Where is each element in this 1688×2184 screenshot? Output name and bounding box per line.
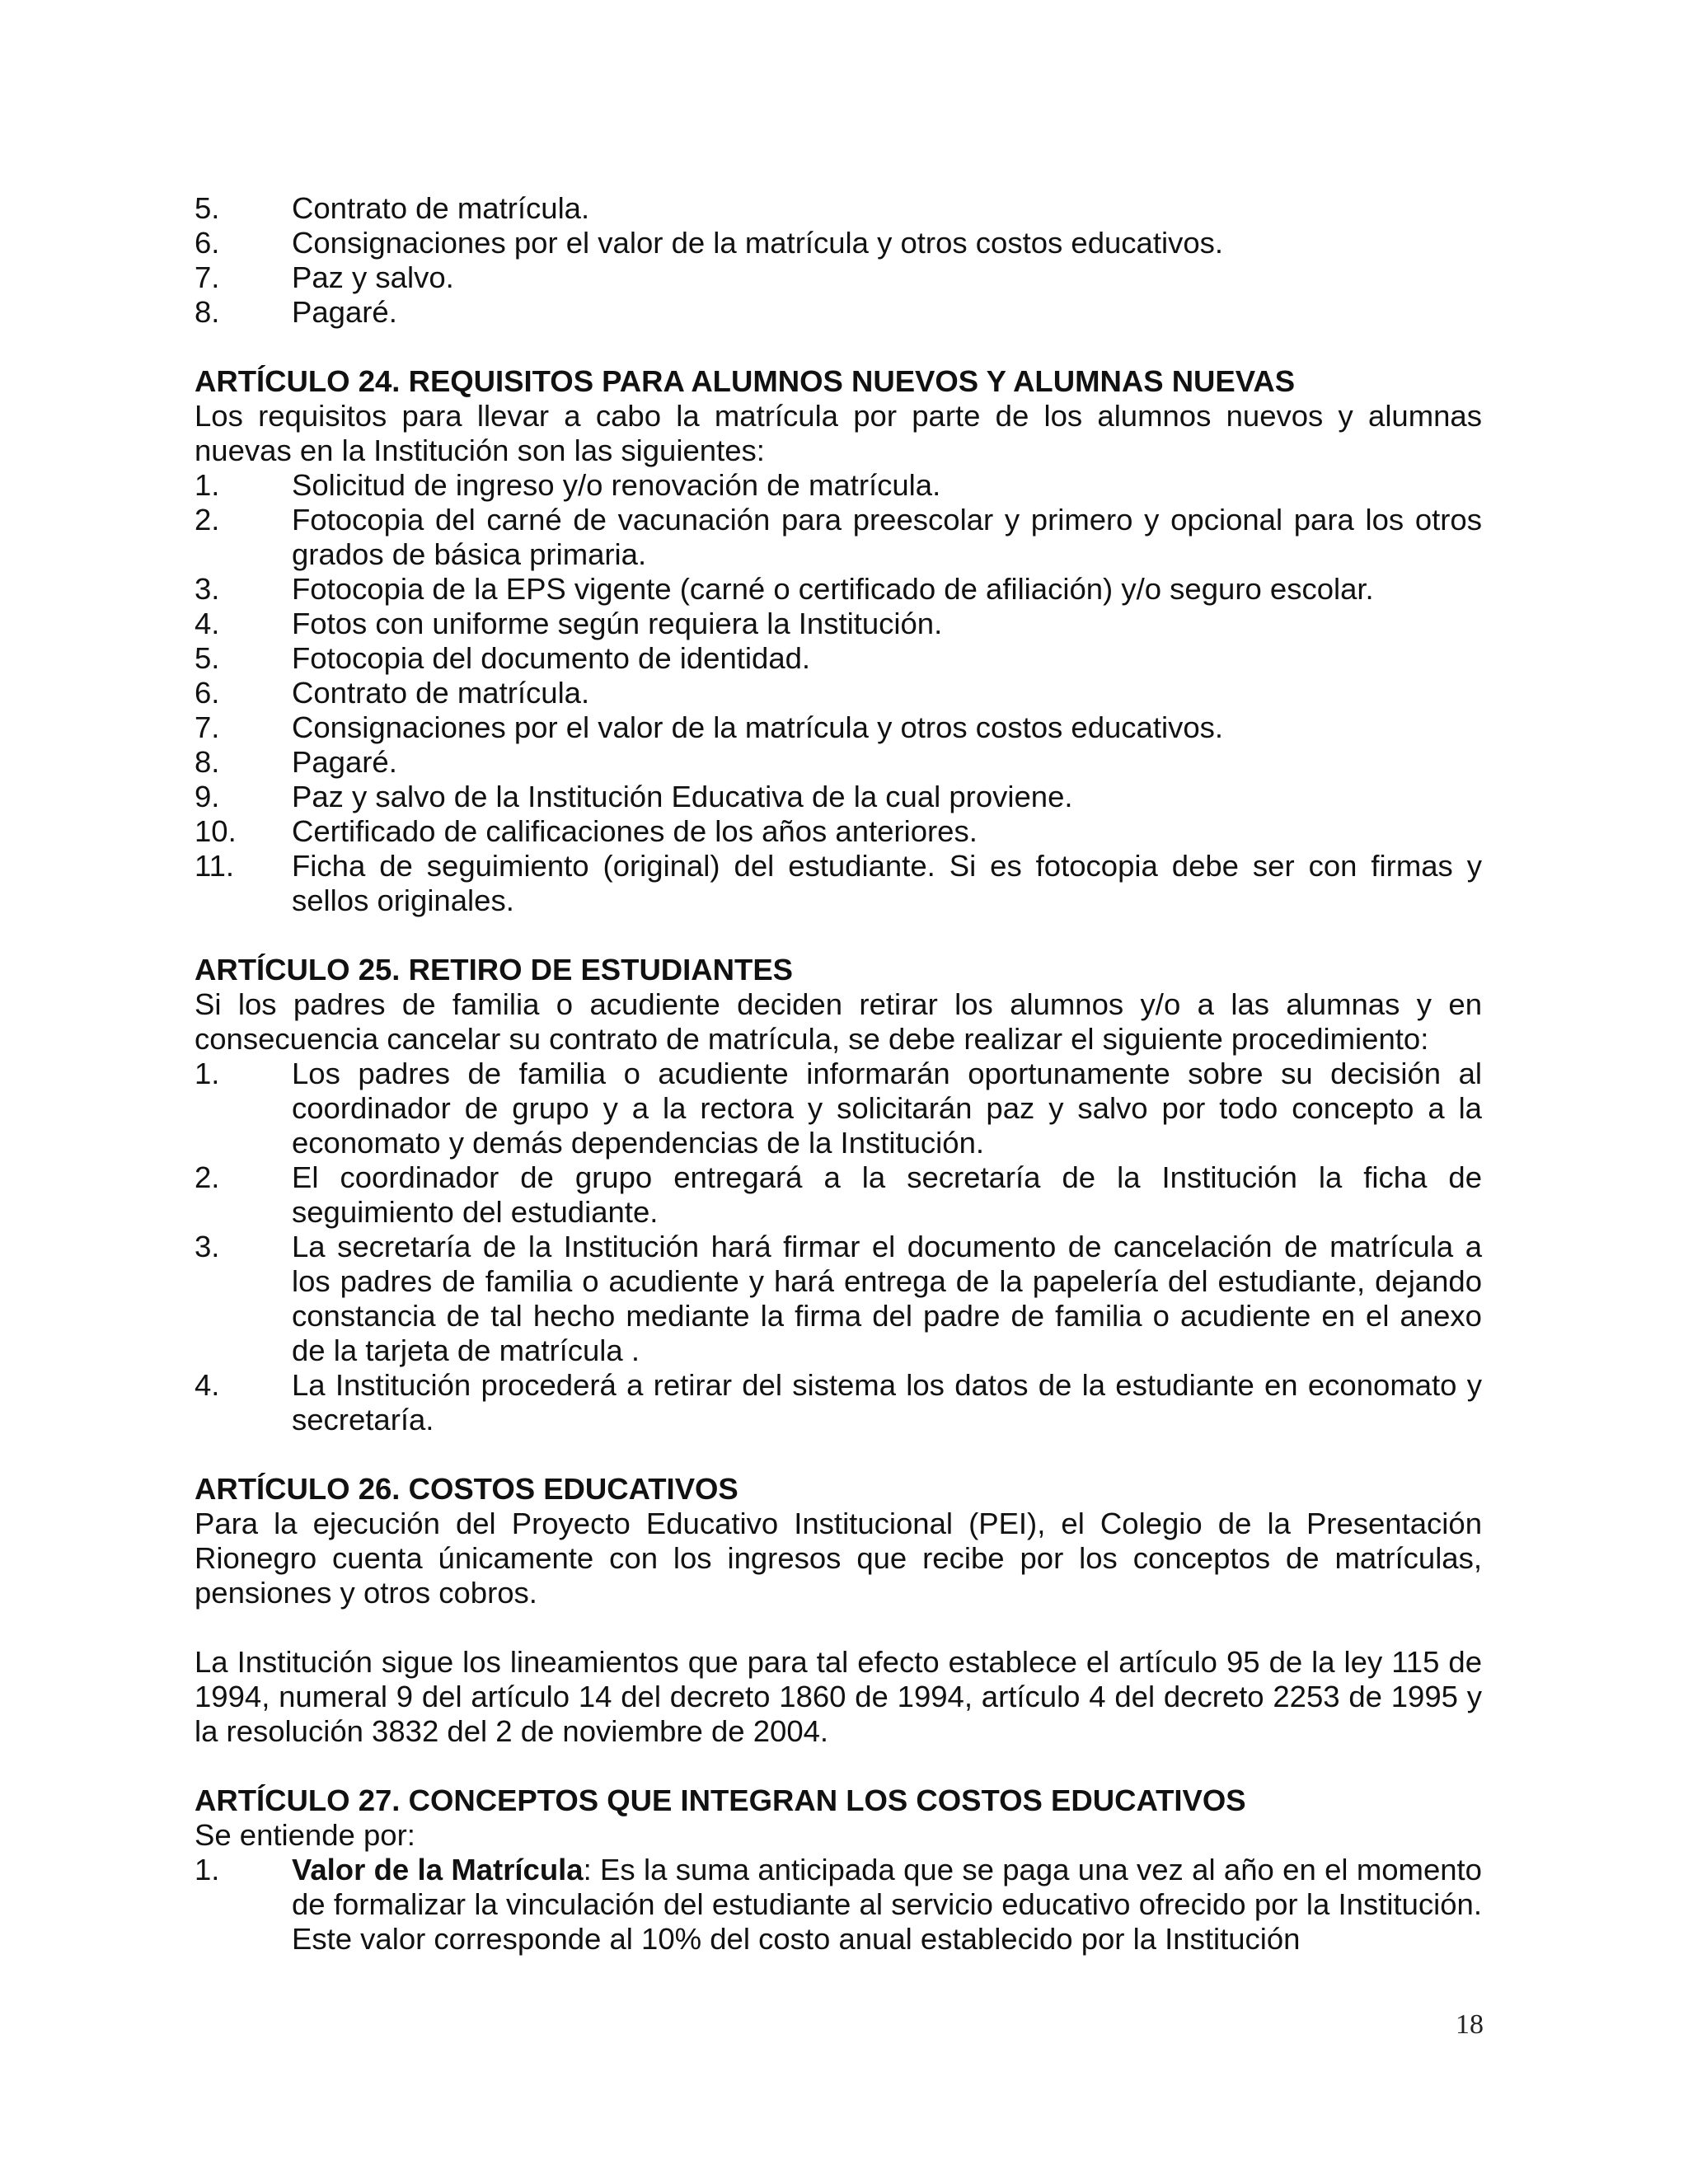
item-number: 5. xyxy=(195,641,220,675)
article-24-heading: ARTÍCULO 24. REQUISITOS PARA ALUMNOS NUEVOS Y ALUMNAS NUEVAS xyxy=(195,364,1296,398)
item-number: 1. xyxy=(195,1057,220,1090)
item-text xyxy=(292,1853,1482,1957)
item-number: 1. xyxy=(195,468,220,502)
item-number: 9. xyxy=(195,780,220,813)
article-25 xyxy=(195,953,1482,1437)
article-26-heading: ARTÍCULO 26. COSTOS EDUCATIVOS xyxy=(195,1472,738,1506)
article-26 xyxy=(195,1472,1482,1749)
list-item xyxy=(195,295,1482,330)
item-text: La secretaría de la Institución hará firmar el documento de cancelación de matrícula a los padres de familia o acudiente y hará entrega de la papelería del estudiante, dejando constancia de tal hecho mediante la firma del padre de familia o acudiente en el anexo de la tarjeta de matrícula . xyxy=(292,1230,1482,1367)
item-definition: : Es la suma anticipada que se paga una vez al año en el momento de formalizar la vinculación del estudiante al servicio educativo ofrecido por la Institución. Este valor corresponde al 10% del costo anual establecido por la Institución xyxy=(292,1853,1482,1956)
item-number: 6. xyxy=(195,226,220,260)
article-27-intro: Se entiende por: xyxy=(195,1818,415,1852)
list-item xyxy=(195,1057,1482,1160)
list-item xyxy=(195,260,1482,295)
item-number: 7. xyxy=(195,260,220,294)
item-text: Solicitud de ingreso y/o renovación de matrícula. xyxy=(292,468,941,502)
list-item xyxy=(195,780,1482,814)
top-list xyxy=(195,191,1482,330)
item-text: Fotocopia del documento de identidad. xyxy=(292,641,811,675)
list-item xyxy=(195,745,1482,780)
item-number: 8. xyxy=(195,295,220,329)
item-text: Ficha de seguimiento (original) del estudiante. Si es fotocopia debe ser con firmas y sellos originales. xyxy=(292,849,1482,917)
item-number: 3. xyxy=(195,572,220,606)
item-number: 6. xyxy=(195,676,220,710)
item-text: Los padres de familia o acudiente informarán oportunamente sobre su decisión al coordinador de grupo y a la rectora y solicitarán paz y salvo por todo concepto a la economato y demás dependencias de la Institución. xyxy=(292,1057,1482,1160)
list-item xyxy=(195,676,1482,710)
article-27-heading: ARTÍCULO 27. CONCEPTOS QUE INTEGRAN LOS COSTOS EDUCATIVOS xyxy=(195,1783,1246,1817)
item-text: Fotos con uniforme según requiera la Institución. xyxy=(292,607,943,640)
list-item xyxy=(195,641,1482,676)
list-item xyxy=(195,572,1482,607)
list-item xyxy=(195,468,1482,503)
item-text: Contrato de matrícula. xyxy=(292,676,590,710)
item-text: Pagaré. xyxy=(292,295,397,329)
document-page xyxy=(195,191,1482,1957)
article-26-paragraph-1: Para la ejecución del Proyecto Educativo Institucional (PEI), el Colegio de la Presentación Rionegro cuenta únicamente con los ingresos que recibe por los conceptos de matrículas, pensiones y otros cobros. xyxy=(195,1507,1482,1610)
list-item xyxy=(195,849,1482,918)
list-item xyxy=(195,1368,1482,1437)
item-number: 4. xyxy=(195,607,220,640)
item-text: Pagaré. xyxy=(292,745,397,779)
item-text: Paz y salvo de la Institución Educativa de la cual proviene. xyxy=(292,780,1073,813)
item-number: 10. xyxy=(195,814,237,848)
item-text: Consignaciones por el valor de la matrícula y otros costos educativos. xyxy=(292,226,1224,260)
item-number: 4. xyxy=(195,1368,220,1402)
item-text: Fotocopia del carné de vacunación para preescolar y primero y opcional para los otros grados de básica primaria. xyxy=(292,503,1482,571)
list-item xyxy=(195,1160,1482,1230)
list-item xyxy=(195,503,1482,572)
article-24-intro: Los requisitos para llevar a cabo la matrícula por parte de los alumnos nuevos y alumnas nuevas en la Institución son las siguientes: xyxy=(195,399,1482,467)
item-number: 8. xyxy=(195,745,220,779)
article-27 xyxy=(195,1783,1482,1957)
list-item xyxy=(195,191,1482,226)
item-number: 11. xyxy=(195,849,235,883)
list-item xyxy=(195,1853,1482,1957)
article-25-heading: ARTÍCULO 25. RETIRO DE ESTUDIANTES xyxy=(195,953,794,987)
item-number: 1. xyxy=(195,1853,220,1886)
list-item xyxy=(195,1230,1482,1368)
item-text: El coordinador de grupo entregará a la secretaría de la Institución la ficha de seguimiento del estudiante. xyxy=(292,1160,1482,1229)
list-item xyxy=(195,226,1482,260)
item-text: Consignaciones por el valor de la matrícula y otros costos educativos. xyxy=(292,710,1224,744)
item-number: 5. xyxy=(195,191,220,225)
item-number: 2. xyxy=(195,503,220,537)
list-item xyxy=(195,607,1482,641)
item-text: Contrato de matrícula. xyxy=(292,191,590,225)
item-text: Certificado de calificaciones de los años anteriores. xyxy=(292,814,978,848)
item-text: Fotocopia de la EPS vigente (carné o certificado de afiliación) y/o seguro escolar. xyxy=(292,572,1374,606)
list-item xyxy=(195,710,1482,745)
article-24 xyxy=(195,364,1482,918)
item-text: La Institución procederá a retirar del sistema los datos de la estudiante en economato y secretaría. xyxy=(292,1368,1482,1436)
item-text: Paz y salvo. xyxy=(292,260,454,294)
page-number: 18 xyxy=(1456,2009,1484,2040)
item-number: 7. xyxy=(195,710,220,744)
article-26-paragraph-2: La Institución sigue los lineamientos que para tal efecto establece el artículo 95 de la ley 115 de 1994, numeral 9 del artículo 14 del decreto 1860 de 1994, artículo 4 del decreto 2253 de 1995 y la resolución 3832 del 2 de noviembre de 2004. xyxy=(195,1645,1482,1748)
item-number: 2. xyxy=(195,1160,220,1194)
list-item xyxy=(195,814,1482,849)
item-term: Valor de la Matrícula xyxy=(292,1853,584,1886)
article-25-intro: Si los padres de familia o acudiente deciden retirar los alumnos y/o a las alumnas y en consecuencia cancelar su contrato de matrícula, se debe realizar el siguiente procedimiento: xyxy=(195,987,1482,1056)
item-number: 3. xyxy=(195,1230,220,1263)
